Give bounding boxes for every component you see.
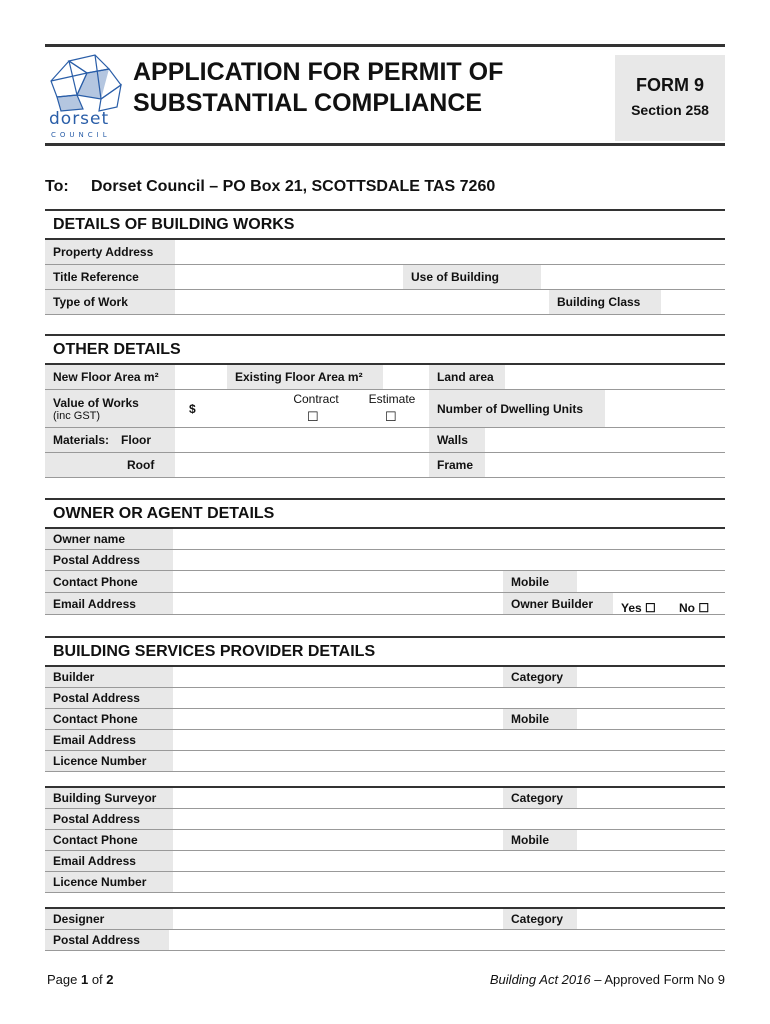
owner-builder-label: Owner Builder (503, 593, 613, 614)
section-provider-details (45, 636, 725, 951)
section-building-works (45, 209, 725, 315)
form-title-line2: SUBSTANTIAL COMPLIANCE (133, 89, 483, 117)
row-surveyor-phone (45, 830, 725, 851)
surveyor-category-label: Category (503, 788, 577, 808)
row-designer-postal (45, 930, 725, 951)
to-line (45, 178, 495, 196)
builder-field[interactable] (173, 667, 503, 687)
walls-material-field[interactable] (485, 428, 725, 452)
owner-name-label: Owner name (45, 529, 173, 549)
builder-licence-label: Licence Number (45, 751, 173, 771)
contract-label: Contract (293, 392, 339, 406)
owner-name-field[interactable] (173, 529, 725, 549)
builder-phone-label: Contact Phone (45, 709, 173, 729)
land-area-label: Land area (429, 365, 505, 389)
surveyor-email-field[interactable] (173, 851, 725, 871)
title-reference-field[interactable] (175, 265, 403, 289)
surveyor-postal-field[interactable] (173, 809, 725, 829)
surveyor-field[interactable] (173, 788, 503, 808)
land-area-field[interactable] (505, 365, 725, 389)
group-divider (45, 893, 725, 909)
row-surveyor (45, 788, 725, 809)
row-title-reference (45, 265, 725, 290)
value-of-works-label (45, 390, 175, 427)
section-title: DETAILS OF BUILDING WORKS (45, 209, 725, 240)
row-materials-floor (45, 428, 725, 453)
row-type-of-work (45, 290, 725, 315)
builder-category-field[interactable] (577, 667, 725, 687)
owner-email-field[interactable] (173, 593, 503, 614)
owner-postal-field[interactable] (173, 550, 725, 570)
builder-mobile-label: Mobile (503, 709, 577, 729)
dwelling-units-label: Number of Dwelling Units (429, 390, 605, 427)
builder-postal-field[interactable] (173, 688, 725, 708)
row-builder (45, 667, 725, 688)
value-of-works-text: Value of Works (53, 395, 139, 410)
form-page (45, 44, 725, 947)
estimate-label: Estimate (368, 392, 416, 406)
materials-text: Materials: (53, 433, 110, 447)
form-number-box (615, 55, 725, 141)
floor-material-field[interactable] (175, 428, 429, 452)
logo-wordmark: dorset (49, 109, 110, 129)
section-other-details (45, 334, 725, 478)
designer-category-field[interactable] (577, 909, 725, 929)
form-title-line1: APPLICATION FOR PERMIT OF (133, 58, 504, 86)
row-owner-phone (45, 571, 725, 593)
surveyor-mobile-field[interactable] (577, 830, 725, 850)
use-of-building-label: Use of Building (403, 265, 541, 289)
owner-mobile-field[interactable] (577, 571, 725, 592)
builder-licence-field[interactable] (173, 751, 725, 771)
property-address-label: Property Address (45, 240, 175, 264)
page-prefix: Page (47, 972, 81, 987)
act-name: Building Act 2016 (489, 972, 591, 987)
row-property-address (45, 240, 725, 265)
group-divider (45, 772, 725, 788)
surveyor-licence-field[interactable] (173, 872, 725, 892)
surveyor-label: Building Surveyor (45, 788, 173, 808)
section-title: OTHER DETAILS (45, 334, 725, 365)
contract-checkbox[interactable]: ☐ (307, 409, 319, 424)
row-builder-licence (45, 751, 725, 772)
page-of: of (88, 972, 107, 987)
builder-email-label: Email Address (45, 730, 173, 750)
row-builder-email (45, 730, 725, 751)
surveyor-phone-label: Contact Phone (45, 830, 173, 850)
existing-floor-area-label: Existing Floor Area m² (227, 365, 383, 389)
owner-builder-no-checkbox[interactable]: No ☐ (679, 600, 710, 615)
type-of-work-label: Type of Work (45, 290, 175, 314)
value-of-works-field[interactable] (195, 390, 275, 427)
owner-builder-yes-checkbox[interactable]: Yes ☐ (621, 600, 656, 615)
new-floor-area-label: New Floor Area m² (45, 365, 175, 389)
approved-form-note (490, 972, 725, 987)
owner-phone-label: Contact Phone (45, 571, 173, 592)
row-surveyor-email (45, 851, 725, 872)
section-title: BUILDING SERVICES PROVIDER DETAILS (45, 636, 725, 667)
dollar-sign: $ (189, 401, 196, 416)
row-value-of-works (45, 390, 725, 428)
dorset-council-logo-icon (47, 51, 127, 143)
designer-postal-field[interactable] (169, 930, 725, 950)
page-number (47, 972, 114, 987)
surveyor-email-label: Email Address (45, 851, 173, 871)
row-owner-name (45, 529, 725, 550)
estimate-checkbox[interactable]: ☐ (385, 409, 397, 424)
surveyor-postal-label: Postal Address (45, 809, 173, 829)
new-floor-area-field[interactable] (175, 365, 227, 389)
to-label: To: (45, 178, 69, 195)
form-title (133, 57, 573, 119)
builder-postal-label: Postal Address (45, 688, 173, 708)
designer-label: Designer (45, 909, 173, 929)
title-reference-label: Title Reference (45, 265, 175, 289)
form-header (45, 44, 725, 146)
existing-floor-area-field[interactable] (383, 365, 429, 389)
builder-label: Builder (45, 667, 173, 687)
floor-text: Floor (121, 433, 152, 447)
builder-email-field[interactable] (173, 730, 725, 750)
row-owner-email (45, 593, 725, 615)
use-of-building-field[interactable] (541, 265, 725, 289)
surveyor-licence-label: Licence Number (45, 872, 173, 892)
frame-label: Frame (429, 453, 485, 477)
surveyor-phone-field[interactable] (173, 830, 503, 850)
surveyor-mobile-label: Mobile (503, 830, 577, 850)
page-total: 2 (106, 972, 114, 987)
form-number: FORM 9 (635, 75, 704, 95)
roof-label: Roof (45, 453, 175, 477)
builder-category-label: Category (503, 667, 577, 687)
type-of-work-field[interactable] (175, 290, 549, 314)
building-class-label: Building Class (549, 290, 661, 314)
section-title: OWNER OR AGENT DETAILS (45, 498, 725, 529)
designer-field[interactable] (173, 909, 503, 929)
property-address-field[interactable] (175, 240, 725, 264)
row-designer (45, 909, 725, 930)
page-current: 1 (80, 972, 89, 987)
owner-postal-label: Postal Address (45, 550, 173, 570)
builder-mobile-field[interactable] (577, 709, 725, 729)
row-materials-roof (45, 453, 725, 478)
form-section: Section 258 (631, 102, 709, 118)
row-builder-postal (45, 688, 725, 709)
approved-text: – Approved Form No 9 (590, 972, 725, 987)
logo-subtitle: COUNCIL (51, 131, 111, 139)
dwelling-units-field[interactable] (605, 390, 725, 427)
row-surveyor-postal (45, 809, 725, 830)
owner-email-label: Email Address (45, 593, 173, 614)
designer-postal-label: Postal Address (45, 930, 169, 950)
roof-material-field[interactable] (175, 453, 429, 477)
designer-category-label: Category (503, 909, 577, 929)
walls-label: Walls (429, 428, 485, 452)
owner-phone-field[interactable] (173, 571, 503, 592)
row-builder-phone (45, 709, 725, 730)
row-floor-area (45, 365, 725, 390)
section-owner-details (45, 498, 725, 615)
to-address: Dorset Council – PO Box 21, SCOTTSDALE TAS 7260 (91, 178, 496, 195)
building-class-field[interactable] (661, 290, 725, 314)
owner-mobile-label: Mobile (503, 571, 577, 592)
surveyor-category-field[interactable] (577, 788, 725, 808)
inc-gst-text: (inc GST) (53, 409, 101, 422)
materials-label (45, 428, 175, 452)
row-owner-postal (45, 550, 725, 571)
row-surveyor-licence (45, 872, 725, 893)
frame-material-field[interactable] (485, 453, 725, 477)
builder-phone-field[interactable] (173, 709, 503, 729)
